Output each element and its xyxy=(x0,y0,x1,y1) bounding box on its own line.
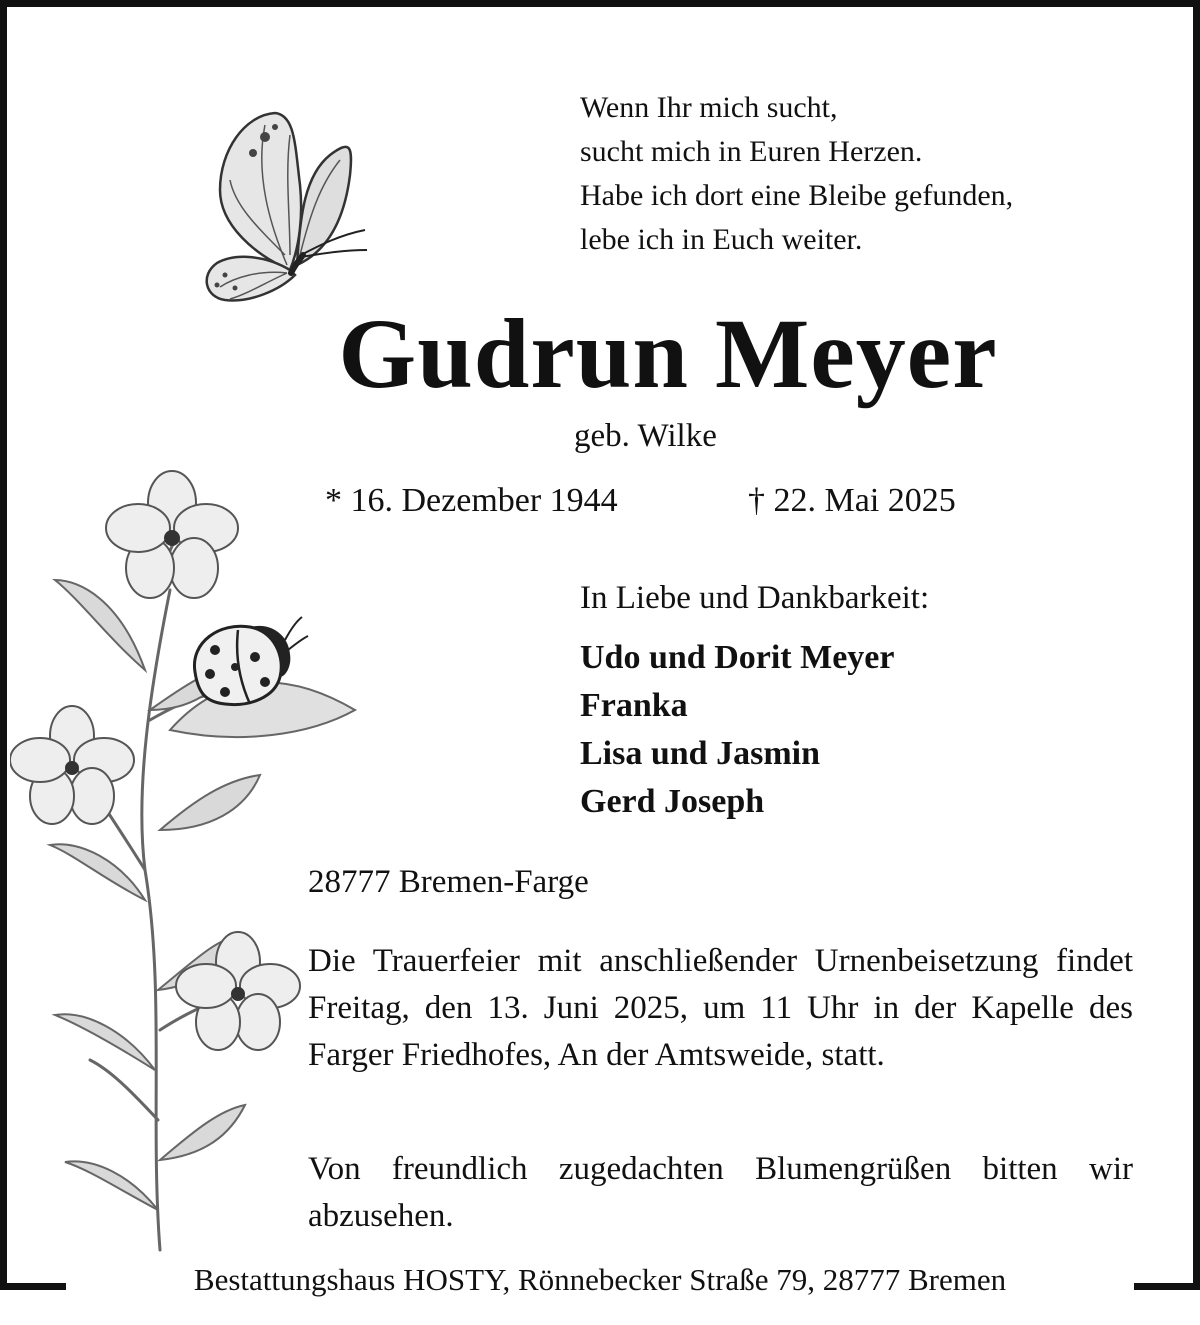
mourner-name: Lisa und Jasmin xyxy=(580,735,820,772)
poem-line: Habe ich dort eine Bleibe gefunden, xyxy=(580,179,1014,212)
mourner-name: Udo und Dorit Meyer xyxy=(580,639,895,676)
poem-line: Wenn Ihr mich sucht, xyxy=(580,91,838,124)
butterfly-icon xyxy=(195,105,375,310)
place: 28777 Bremen-Farge xyxy=(308,864,589,900)
maiden-name: geb. Wilke xyxy=(574,418,717,454)
mourners-intro: In Liebe und Dankbarkeit: xyxy=(580,580,930,616)
death-date: † 22. Mai 2025 xyxy=(748,482,956,519)
birth-date: * 16. Dezember 1944 xyxy=(325,482,618,519)
mourners-list xyxy=(580,634,894,826)
border-right xyxy=(1193,0,1200,1290)
poem-line: lebe ich in Euch weiter. xyxy=(580,223,863,256)
flowers-text: Von freundlich zugedachten Blumengrüßen bitten wir abzusehen. xyxy=(308,1151,1133,1234)
mourner-name: Franka xyxy=(580,687,688,724)
border-top xyxy=(0,0,1200,7)
border-left xyxy=(0,0,7,1290)
poem xyxy=(580,86,1013,262)
flower-branch-icon xyxy=(10,470,370,1255)
poem-line: sucht mich in Euren Herzen. xyxy=(580,135,923,168)
footer-undertaker: Bestattungshaus HOSTY, Rönnebecker Straße 79, 28777 Bremen xyxy=(193,1262,1007,1297)
deceased-name: Gudrun Meyer xyxy=(338,298,998,409)
ladybug-icon xyxy=(180,612,310,712)
funeral-text: Die Trauerfeier mit anschließender Urnenbeisetzung findet Freitag, den 13. Juni 2025, um 11 Uhr in der Kapelle des Farger Friedhofes, An der Amtsweide, statt. xyxy=(308,943,1133,1073)
mourner-name: Gerd Joseph xyxy=(580,783,765,820)
